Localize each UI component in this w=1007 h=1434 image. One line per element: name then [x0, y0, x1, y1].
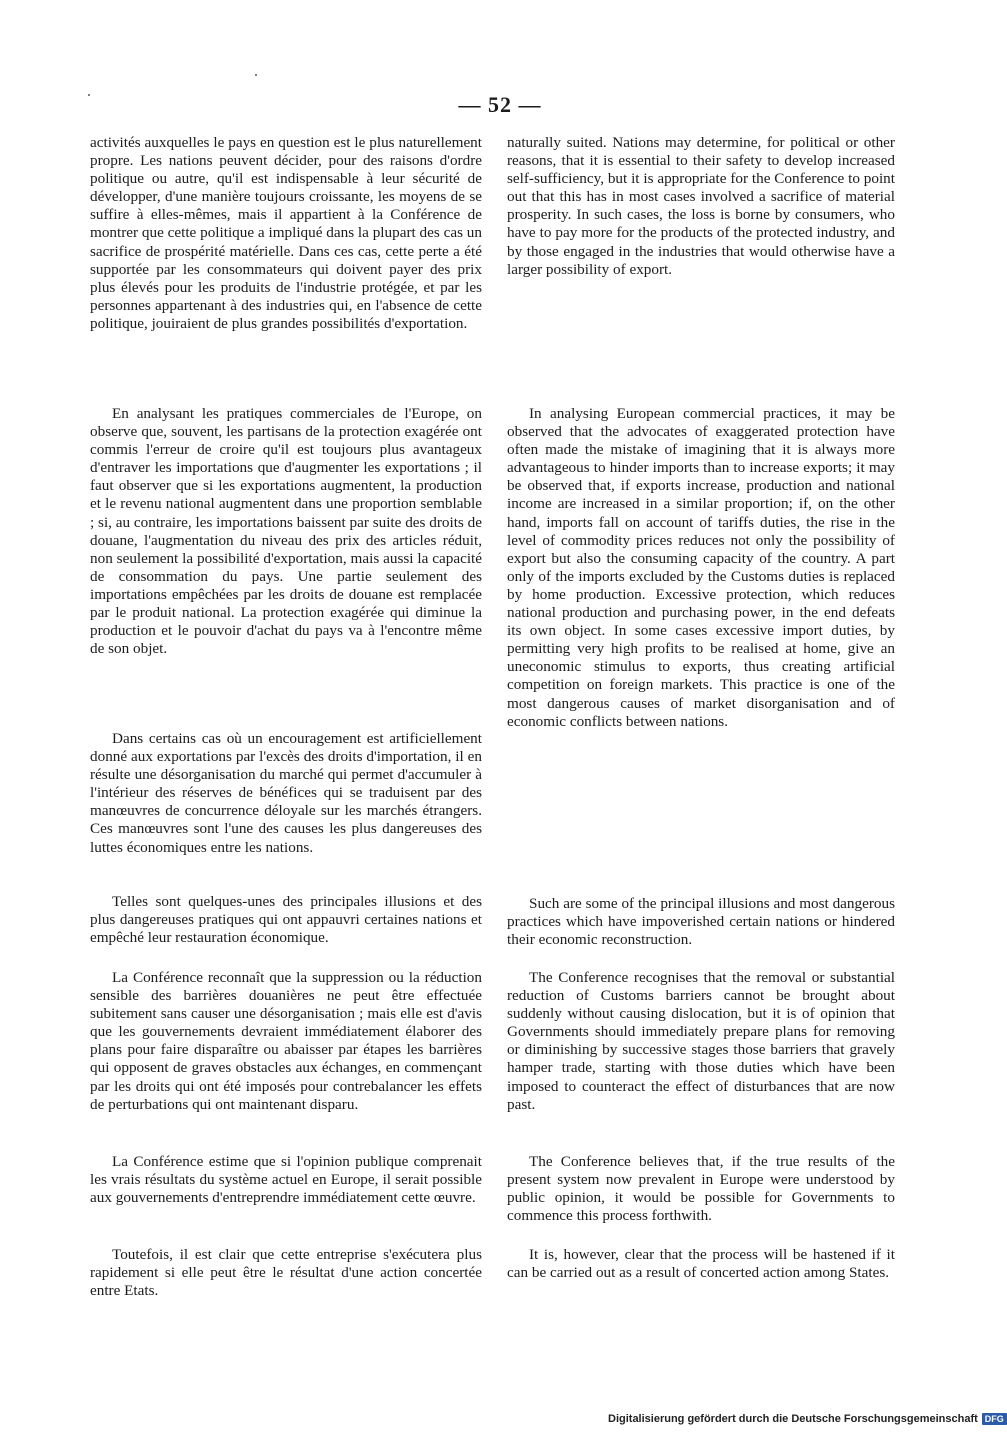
english-paragraph-5: The Conference believes that, if the true results of the present system now prevalent in Europe were understood by public opinion, it would be possible for Governments to commence this process forthwith.: [507, 1153, 895, 1225]
french-paragraph-4: Telles sont quelques-unes des principales illusions et des plus dangereuses pratiques qui ont appauvri certaines nations et empêché leur restauration économique.: [90, 893, 482, 947]
footer-text: Digitalisierung gefördert durch die Deutsche Forschungsgemeinschaft: [608, 1413, 978, 1425]
french-paragraph-1: activités auxquelles le pays en question est le plus naturellement propre. Les nations peuvent décider, pour des raisons d'ordre politique ou autre, qu'il est indispensable à leur sécurité de développer, d'une manière toujours croissante, les moyens de se suffire à elles-mêmes, mais il appartient à la Conférence de montrer que cette politique a impliqué dans la plupart des cas un sacrifice de prospérité matérielle. Dans ces cas, cette perte a été supportée par les consommateurs qui doivent payer des prix plus élevés pour les produits de l'industrie protégée, et par les personnes appartenant à des industries qui, en l'absence de cette politique, jouiraient de plus grandes possibilités d'exportation.: [90, 134, 482, 332]
english-paragraph-3: Such are some of the principal illusions and most dangerous practices which have impoverished certain nations or hindered their economic reconstruction.: [507, 895, 895, 949]
scan-speck: [255, 74, 257, 76]
english-paragraph-6: It is, however, clear that the process will be hastened if it can be carried out as a result of concerted action among States.: [507, 1246, 895, 1282]
english-paragraph-4: The Conference recognises that the removal or substantial reduction of Customs barriers cannot be brought about suddenly without causing dislocation, but it is of opinion that Governments should immediately prepare plans for removing or diminishing by successive stages those barriers that gravely hamper trade, starting with those duties which have been imposed to counteract the effect of disturbances that are now past.: [507, 969, 895, 1113]
page-number: — 52 —: [458, 92, 542, 117]
english-paragraph-1: naturally suited. Nations may determine, for political or other reasons, that it is essential to their safety to develop increased self-sufficiency, but it is appropriate for the Conference to point out that this has in most cases involved a sacrifice of material prosperity. In such cases, the loss is borne by consumers, who have to pay more for the products of the protected industry, and by those engaged in the industries that would otherwise have a larger possibility of export.: [507, 134, 895, 278]
french-paragraph-3: Dans certains cas où un encouragement est artificiellement donné aux exportations par l'excès des droits d'importation, il en résulte une désorganisation du marché qui permet d'accumuler à l'intérieur des réserves de bénéfices qui se traduisent par des manœuvres de concurrence déloyale sur les marchés étrangers. Ces manœuvres sont l'une des causes les plus dangereuses des luttes économiques entre les nations.: [90, 730, 482, 856]
french-paragraph-2: En analysant les pratiques commerciales de l'Europe, on observe que, souvent, les partisans de la protection exagérée ont commis l'erreur de croire qu'il est toujours plus avantageux d'entraver les importations que d'augmenter les exportations ; il faut observer que si les exportations augmentent, la production et le revenu national augmentent dans une proportion semblable ; si, au contraire, les importations baissent par suite des droits de douane, l'augmentation du niveau des prix des articles réduit, non seulement la possibilité d'exportation, mais aussi la capacité de consommation du pays. Une partie seulement des importations empêchées par les droits de douane est remplacée par le produit national. La protection exagérée qui diminue la production et le pouvoir d'achat du pays va à l'encontre même de son objet.: [90, 405, 482, 658]
digitization-footer: [608, 1413, 1004, 1425]
english-paragraph-2: In analysing European commercial practices, it may be observed that the advocates of exaggerated protection have often made the mistake of imagining that it is always more advantageous to hinder imports than to increase exports; it may be observed that, if exports increase, production and national income are increased in a similar proportion; if, on the other hand, imports fall on account of tariffs duties, the rise in the level of commodity prices reduces not only the possibility of export but also the consuming capacity of the country. A part only of the imports excluded by the Customs duties is replaced by home production. Excessive protection, which reduces national production and purchasing power, in the end defeats its own object. In some cases excessive import duties, by permitting very high profits to be realised at home, give an uneconomic stimulus to exports, thus creating artificial competition on foreign markets. This practice is one of the most dangerous causes of market disorganisation and of economic conflicts between nations.: [507, 405, 895, 730]
french-paragraph-6: La Conférence estime que si l'opinion publique comprenait les vrais résultats du système actuel en Europe, il serait possible aux gouvernements d'entreprendre immédiatement cette œuvre.: [90, 1153, 482, 1207]
dfg-logo: DFG: [982, 1413, 1007, 1425]
french-paragraph-5: La Conférence reconnaît que la suppression ou la réduction sensible des barrières douanières ne peut être effectuée subitement sans causer une désorganisation ; mais elle est d'avis que les gouvernements devraient immédiatement élaborer des plans pour faire disparaître ou abaisser par étapes les barrières qui opposent de graves obstacles aux échanges, en commençant par les droits qui ont été imposés pour contrebalancer les effets de perturbations qui ont maintenant disparu.: [90, 969, 482, 1113]
french-paragraph-7: Toutefois, il est clair que cette entreprise s'exécutera plus rapidement si elle peut être le résultat d'une action concertée entre Etats.: [90, 1246, 482, 1300]
